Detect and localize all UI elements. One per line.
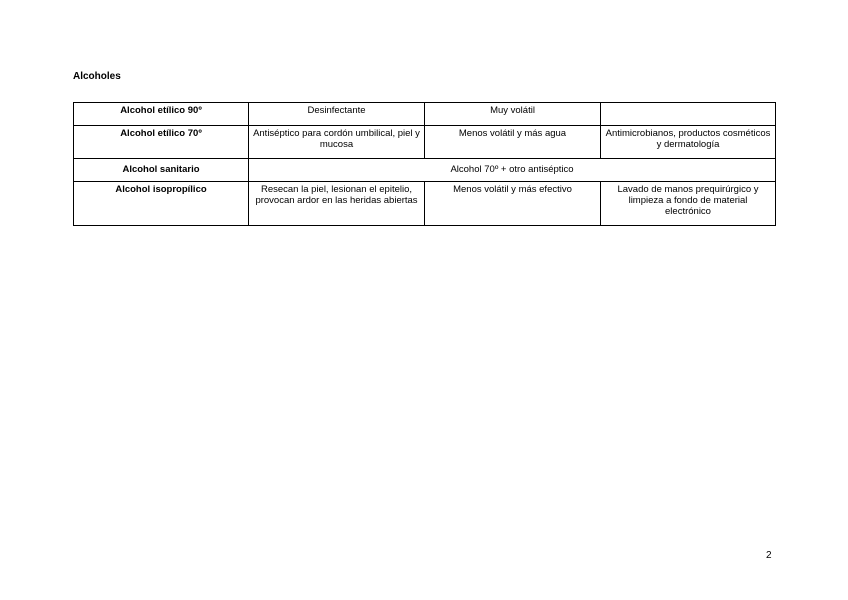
use-cell: Antiséptico para cordón umbilical, piel y mucosa (249, 126, 425, 159)
table-row (74, 159, 776, 182)
property-cell: Menos volátil y más agua (425, 126, 601, 159)
table-row (74, 182, 776, 226)
row-name-cell: Alcohol etílico 90º (74, 103, 249, 126)
property-cell: Muy volátil (425, 103, 601, 126)
page-number: 2 (766, 550, 772, 561)
table-row (74, 103, 776, 126)
row-name-cell: Alcohol etílico 70º (74, 126, 249, 159)
alcohols-table (73, 102, 776, 226)
row-name-cell: Alcohol isopropílico (74, 182, 249, 226)
use-cell: Resecan la piel, lesionan el epitelio, provocan ardor en las heridas abiertas (249, 182, 425, 226)
application-cell: Antimicrobianos, productos cosméticos y dermatología (601, 126, 776, 159)
merged-description-cell: Alcohol 70º + otro antiséptico (249, 159, 776, 182)
application-cell: Lavado de manos prequirúrgico y limpieza a fondo de material electrónico (601, 182, 776, 226)
use-cell: Desinfectante (249, 103, 425, 126)
property-cell: Menos volátil y más efectivo (425, 182, 601, 226)
row-name-cell: Alcohol sanitario (74, 159, 249, 182)
document-title: Alcoholes (73, 71, 121, 82)
table-row (74, 126, 776, 159)
application-cell (601, 103, 776, 126)
